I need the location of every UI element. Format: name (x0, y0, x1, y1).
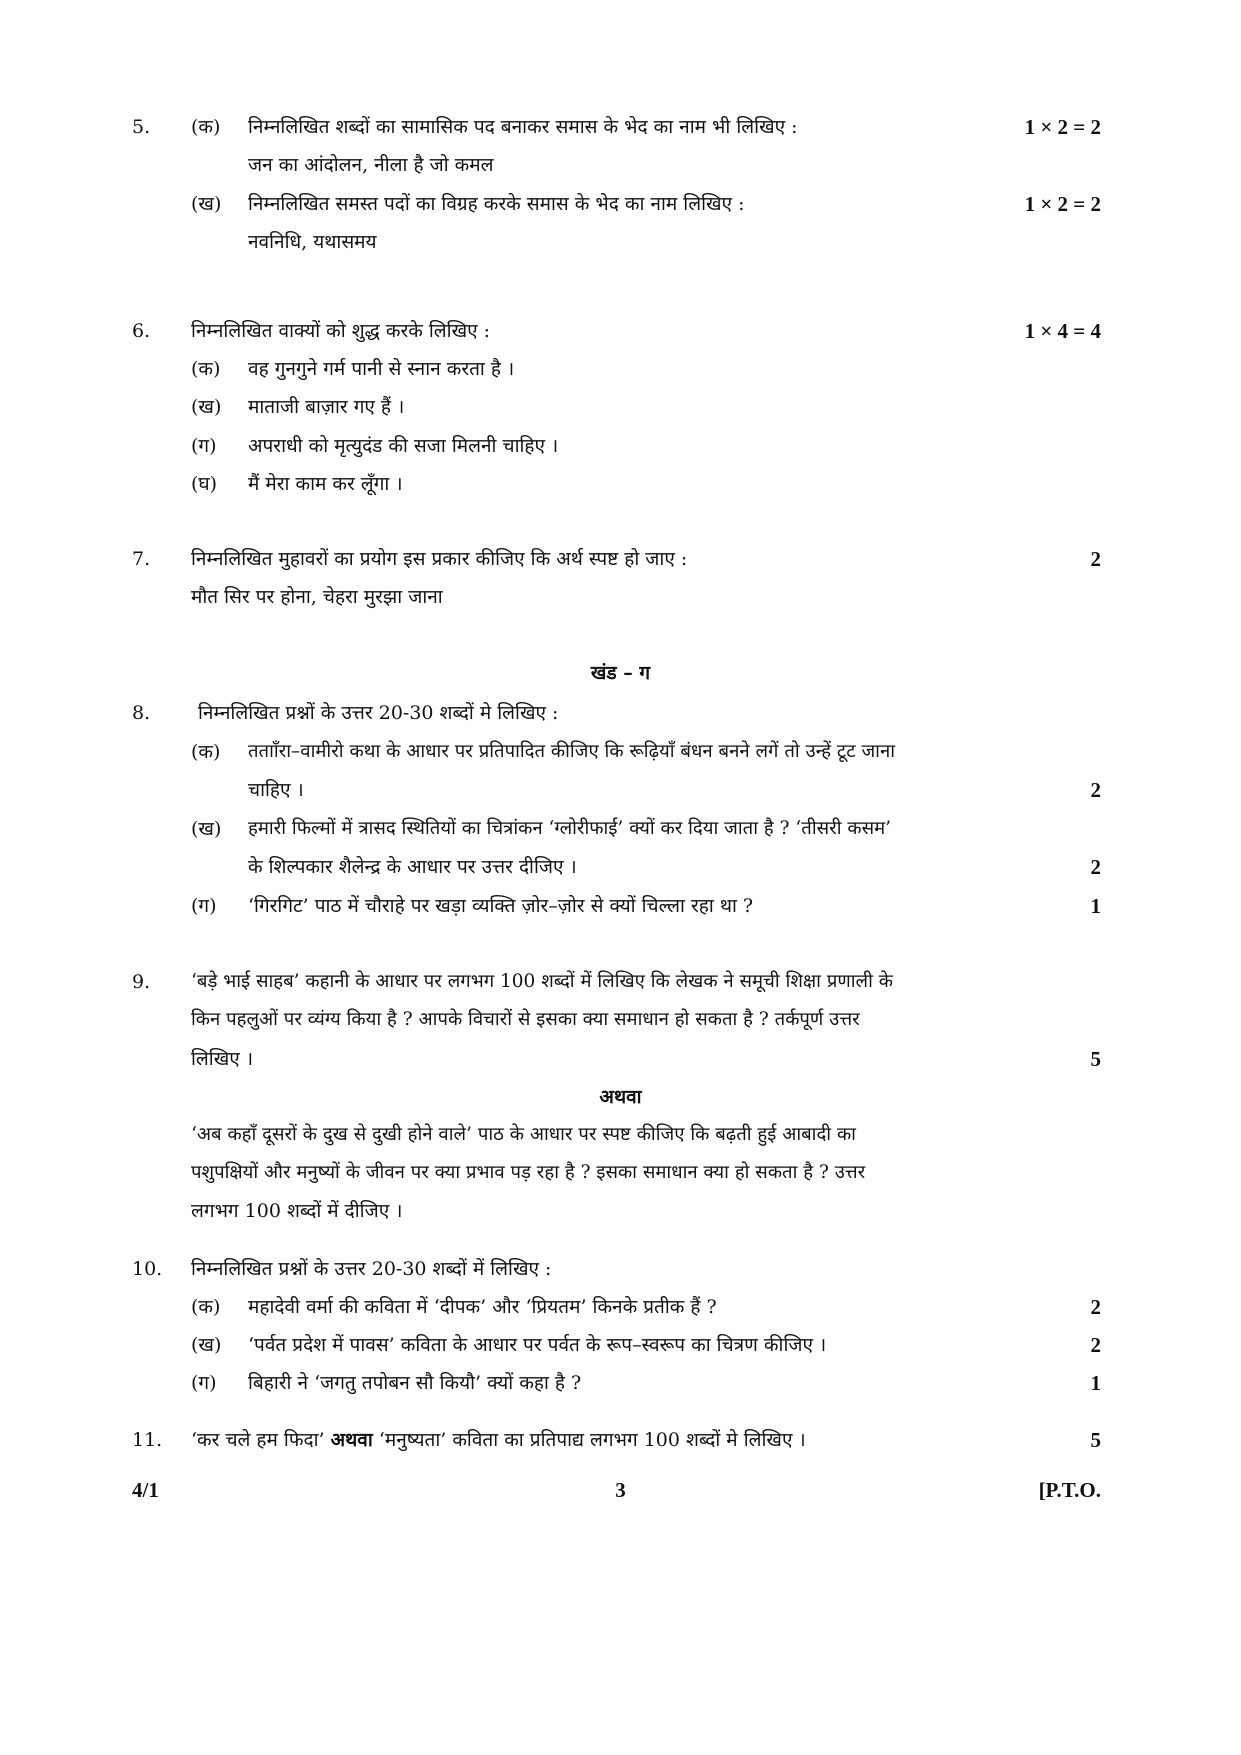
question-text: वह गुनगुने गर्म पानी से स्नान करता है । (248, 358, 515, 380)
pto-marker: [P.T.O. (1038, 1478, 1101, 1502)
marks: 1 × 4 = 4 (1024, 319, 1101, 343)
marks: 1 × 2 = 2 (1024, 115, 1101, 139)
question-text: महादेवी वर्मा की कविता में ‘दीपक’ और ‘प्रियतम’ किनके प्रतीक हैं ? (248, 1296, 717, 1318)
marks: 2 (1090, 855, 1101, 879)
question-text (191, 1427, 806, 1453)
question-text: ‘बड़े भाई साहब’ कहानी के आधार पर लगभग 100 शब्दों में लिखिए कि लेखक ने समूची शिक्षा प्रणाली के (191, 971, 893, 992)
question-text: जन का आंदोलन, नीला है जो कमल (248, 154, 494, 176)
question-text-part: ‘मनुष्यता’ कविता का प्रतिपाद्य लगभग 100 शब्दों मे लिखिए । (372, 1429, 806, 1451)
question-text: अपराधी को मृत्युदंड की सजा मिलनी चाहिए । (248, 435, 559, 457)
question-number: 8. (132, 702, 151, 724)
sub-label: (घ) (191, 473, 218, 495)
question-text: मैं मेरा काम कर लूँगा । (248, 473, 403, 495)
page-number: 3 (615, 1478, 626, 1502)
question-number: 11. (132, 1429, 163, 1451)
question-text-part: ‘कर चले हम फिदा’ (191, 1429, 331, 1451)
question-text: निम्नलिखित प्रश्नों के उत्तर 20-30 शब्दों में लिखिए : (191, 1258, 552, 1280)
question-number: 9. (132, 971, 151, 993)
question-text: निम्नलिखित समस्त पदों का विग्रह करके समास के भेद का नाम लिखिए : (248, 193, 745, 215)
marks: 1 × 2 = 2 (1024, 192, 1101, 216)
or-label: अथवा (599, 1086, 642, 1108)
question-number: 7. (132, 548, 151, 570)
question-text: निम्नलिखित मुहावरों का प्रयोग इस प्रकार कीजिए कि अर्थ स्पष्ट हो जाए : (191, 548, 688, 570)
section-heading: खंड – ग (590, 662, 651, 684)
question-text: निम्नलिखित वाक्यों को शुद्ध करके लिखिए : (191, 320, 491, 342)
marks: 5 (1090, 1428, 1101, 1452)
marks: 5 (1090, 1047, 1101, 1071)
question-text: ततााँरा–वामीरो कथा के आधार पर प्रतिपादित कीजिए कि रूढ़ियाँ बंधन बनने लगें तो उन्हें टूट जाना (248, 741, 896, 762)
sub-label: (क) (191, 741, 221, 763)
question-number: 10. (132, 1258, 163, 1280)
question-number: 5. (132, 116, 151, 138)
question-text: लिखिए । (191, 1048, 254, 1070)
question-text: चाहिए । (248, 779, 304, 801)
marks: 2 (1090, 778, 1101, 802)
sub-label: (ग) (191, 435, 217, 457)
sub-label: (ख) (191, 1334, 222, 1356)
marks: 2 (1090, 547, 1101, 571)
sub-label: (ख) (191, 818, 222, 840)
question-text: माताजी बाज़ार गए हैं । (248, 396, 405, 418)
marks: 2 (1090, 1333, 1101, 1357)
question-text: ‘पर्वत प्रदेश में पावस’ कविता के आधार पर पर्वत के रूप–स्वरूप का चित्रण कीजिए । (248, 1334, 827, 1356)
question-text: हमारी फिल्मों में त्रासद स्थितियों का चित्रांकन ‘ग्लोरीफाई’ क्यों कर दिया जाता है ? ‘तीसरी कसम’ (248, 818, 892, 839)
question-text: नवनिधि, यथासमय (248, 231, 377, 253)
sub-label: (ख) (191, 396, 222, 418)
question-text: बिहारी ने ‘जगतु तपोबन सौ कियौ’ क्यों कहा है ? (248, 1372, 582, 1394)
sub-label: (ग) (191, 895, 217, 917)
marks: 2 (1090, 1295, 1101, 1319)
sub-label: (क) (191, 358, 221, 380)
sub-label: (ख) (191, 193, 222, 215)
question-text: के शिल्पकार शैलेन्द्र के आधार पर उत्तर दीजिए । (248, 856, 577, 878)
question-text: मौत सिर पर होना, चेहरा मुरझा जाना (191, 586, 443, 608)
question-text: किन पहलुओं पर व्यंग्य किया है ? आपके विचारों से इसका क्या समाधान हो सकता है ? तर्कपूर्ण उत्तर (191, 1009, 860, 1030)
question-text: लगभग 100 शब्दों में दीजिए । (191, 1200, 403, 1222)
sub-label: (क) (191, 1296, 221, 1318)
question-text: ‘गिरगिट’ पाठ में चौराहे पर खड़ा व्यक्ति ज़ोर–ज़ोर से क्यों चिल्ला रहा था ? (248, 895, 754, 917)
marks: 1 (1090, 894, 1101, 918)
question-text: ‘अब कहाँ दूसरों के दुख से दुखी होने वाले’ पाठ के आधार पर स्पष्ट कीजिए कि बढ़ती हुई आबादी का (191, 1124, 856, 1145)
paper-code: 4/1 (132, 1478, 159, 1502)
question-text: पशुपक्षियों और मनुष्यों के जीवन पर क्या प्रभाव पड़ रहा है ? इसका समाधान क्या हो सकता है ? उत्तर (191, 1162, 866, 1183)
question-text: निम्नलिखित शब्दों का सामासिक पद बनाकर समास के भेद का नाम भी लिखिए : (248, 116, 798, 138)
sub-label: (क) (191, 116, 221, 138)
sub-label: (ग) (191, 1372, 217, 1394)
or-word: अथवा (330, 1429, 373, 1451)
question-number: 6. (132, 320, 151, 342)
marks: 1 (1090, 1371, 1101, 1395)
question-text: निम्नलिखित प्रश्नों के उत्तर 20-30 शब्दों मे लिखिए : (198, 702, 559, 724)
